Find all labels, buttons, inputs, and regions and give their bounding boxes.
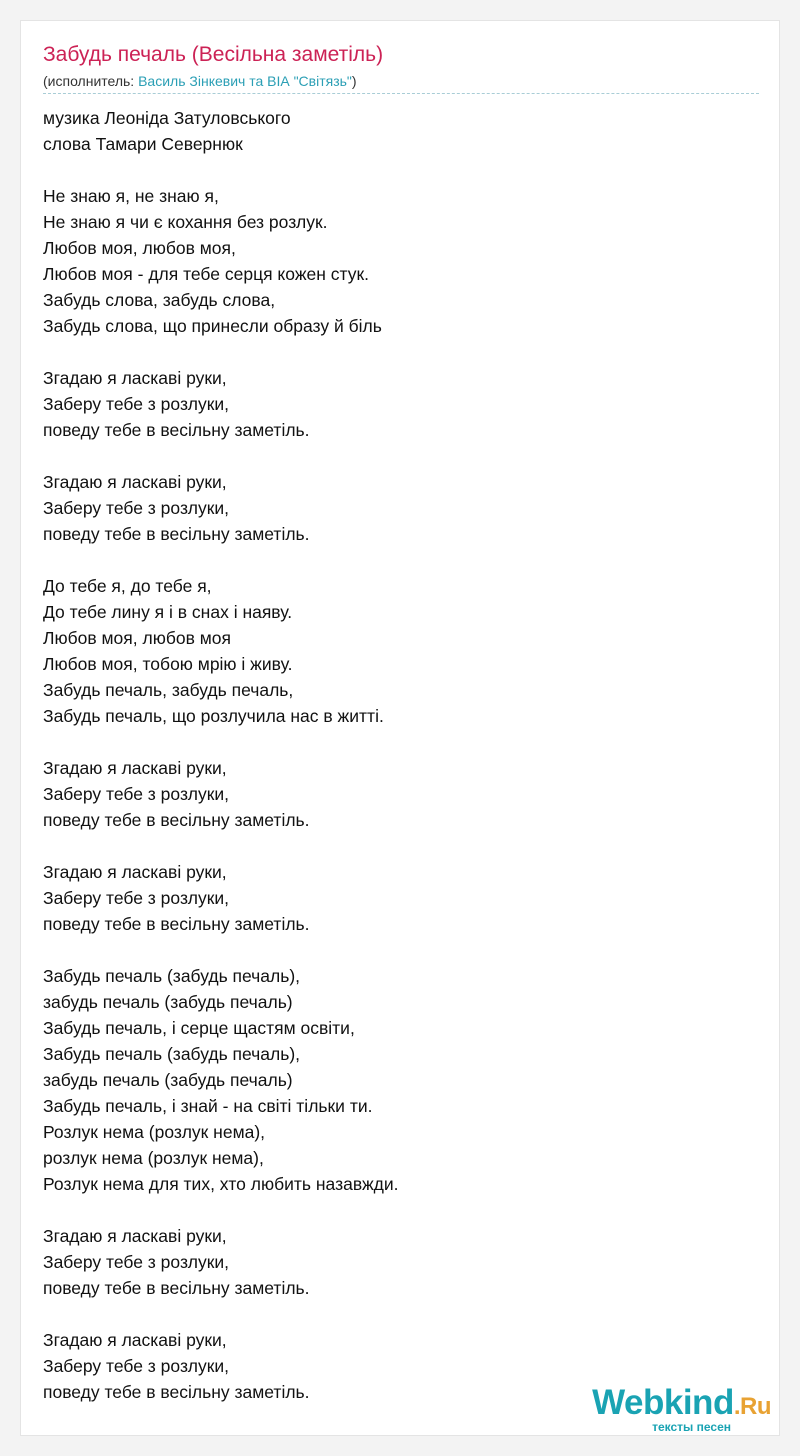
artist-suffix: ) xyxy=(351,73,357,89)
logo-web-text: Webkind xyxy=(592,1383,734,1422)
lyric-line: Не знаю я чи є кохання без розлук. xyxy=(43,212,328,232)
lyric-line: поведу тебе в весільну заметіль. xyxy=(43,914,310,934)
lyric-line: забудь печаль (забудь печаль) xyxy=(43,1070,293,1090)
lyric-line: До тебе лину я і в снах і наяву. xyxy=(43,602,293,622)
lyric-line: забудь печаль (забудь печаль) xyxy=(43,992,293,1012)
lyric-line: Заберу тебе з розлуки, xyxy=(43,394,230,414)
lyrics-card xyxy=(20,20,780,1436)
lyric-line: розлук нема (розлук нема), xyxy=(43,1148,264,1168)
lyric-line: Згадаю я ласкаві руки, xyxy=(43,758,227,778)
stanza-break xyxy=(43,729,759,755)
lyric-line: Любов моя, любов моя, xyxy=(43,238,236,258)
lyric-line: Забудь печаль (забудь печаль), xyxy=(43,1044,301,1064)
lyric-line: Згадаю я ласкаві руки, xyxy=(43,472,227,492)
lyric-line: Заберу тебе з розлуки, xyxy=(43,498,230,518)
logo-ru-text: .Ru xyxy=(733,1393,771,1420)
lyric-line: поведу тебе в весільну заметіль. xyxy=(43,1278,310,1298)
artist-link[interactable]: Василь Зінкевич та ВІА "Світязь" xyxy=(138,73,352,89)
lyric-line: Заберу тебе з розлуки, xyxy=(43,1252,230,1272)
lyric-line: Згадаю я ласкаві руки, xyxy=(43,368,227,388)
lyric-line: Заберу тебе з розлуки, xyxy=(43,888,230,908)
stanza-break xyxy=(43,1301,759,1327)
logo-tagline: тексты песен xyxy=(652,1420,731,1434)
stanza-break xyxy=(43,1197,759,1223)
lyric-line: Забудь печаль, забудь печаль, xyxy=(43,680,294,700)
lyric-line: Забудь печаль, що розлучила нас в житті. xyxy=(43,706,384,726)
lyric-line: Любов моя, любов моя xyxy=(43,628,231,648)
artist-prefix: (исполнитель: xyxy=(43,73,139,89)
lyric-line: Забудь печаль, і знай - на світі тільки ти. xyxy=(43,1096,373,1116)
lyric-line: поведу тебе в весільну заметіль. xyxy=(43,420,310,440)
lyric-line: музика Леоніда Затуловського xyxy=(43,108,291,128)
lyric-line: Згадаю я ласкаві руки, xyxy=(43,1226,227,1246)
site-logo[interactable] xyxy=(592,1385,771,1433)
title-divider xyxy=(43,93,759,94)
song-title: Забудь печаль (Весільна заметіль) xyxy=(43,43,384,66)
lyric-line: Згадаю я ласкаві руки, xyxy=(43,1330,227,1350)
lyric-line: слова Тамари Севернюк xyxy=(43,134,243,154)
lyric-line: Забудь печаль, і серце щастям освіти, xyxy=(43,1018,355,1038)
stanza-break xyxy=(43,443,759,469)
lyrics-body xyxy=(43,105,759,1405)
lyric-line: Згадаю я ласкаві руки, xyxy=(43,862,227,882)
stanza-break xyxy=(43,157,759,183)
lyric-line: Заберу тебе з розлуки, xyxy=(43,1356,230,1376)
lyric-line: Не знаю я, не знаю я, xyxy=(43,186,219,206)
lyric-line: Розлук нема (розлук нема), xyxy=(43,1122,266,1142)
lyric-line: поведу тебе в весільну заметіль. xyxy=(43,1382,310,1402)
lyric-line: Забудь слова, забудь слова, xyxy=(43,290,276,310)
lyric-line: Любов моя - для тебе серця кожен стук. xyxy=(43,264,370,284)
lyric-line: поведу тебе в весільну заметіль. xyxy=(43,524,310,544)
artist-line xyxy=(43,73,357,89)
logo-wordmark xyxy=(592,1385,771,1425)
lyric-line: Любов моя, тобою мрію і живу. xyxy=(43,654,293,674)
stanza-break xyxy=(43,339,759,365)
lyric-line: Заберу тебе з розлуки, xyxy=(43,784,230,804)
lyric-line: До тебе я, до тебе я, xyxy=(43,576,212,596)
lyric-line: Розлук нема для тих, хто любить назавжди. xyxy=(43,1174,399,1194)
lyric-line: Забудь печаль (забудь печаль), xyxy=(43,966,301,986)
lyric-line: Забудь слова, що принесли образу й біль xyxy=(43,316,382,336)
stanza-break xyxy=(43,547,759,573)
stanza-break xyxy=(43,833,759,859)
stanza-break xyxy=(43,937,759,963)
lyric-line: поведу тебе в весільну заметіль. xyxy=(43,810,310,830)
